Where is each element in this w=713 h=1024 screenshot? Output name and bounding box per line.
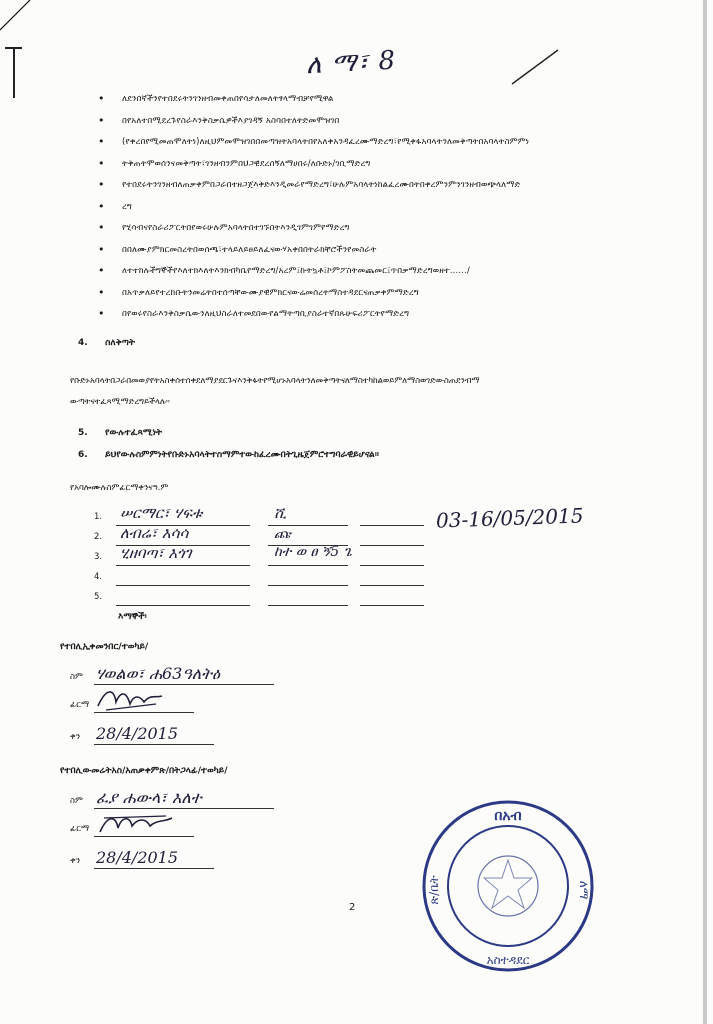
sign-line [268, 585, 348, 586]
witnesses-label: እማኞች፡ [118, 612, 147, 622]
list-item: • የሂሳብናየስራሪፖርትበየወሩሁሉምአባላትበተገኙበትእንዲገምገምየማድረግ [96, 217, 666, 239]
institution-name-field: ስም ፈያ ሐውላ፣ እለተ [70, 796, 96, 806]
responsibilities-list [96, 88, 666, 325]
section-4-paragraph: የቡድኑአባላትበጋራበመወያየትአስቀሰተሰቀደለማያደርጉናእንቅፋትየሚሆኑአባላትንለመቅጣትናለማስተካከልወይምለማስወገድውስጠደንብማ ውጣትናተፈጻሚማድረግይችላሉ። [70, 375, 480, 406]
section-5-heading: 5. የውሉተፈጻሚነት [78, 428, 163, 438]
member-row: 5. [70, 590, 430, 610]
list-item: • ረግ [96, 196, 666, 218]
list-item: • በአጥቃለይየተረከቡትንመሬትበተሰጣቸውሙያዊምክርናውሬመሰረትማስተዳደርናጠቃቀምማድረግ [96, 282, 666, 304]
member-signature: ከተ ወ ፀ ኝ5 ጌ [274, 544, 352, 560]
receiver-signature [96, 684, 166, 714]
date-line [360, 545, 424, 546]
section-4-heading: 4. ስለቅጣት [78, 338, 135, 348]
member-row: 4. [70, 570, 430, 590]
receiver-date: 28/4/2015 [96, 724, 179, 743]
member-row: 2. ለብሬ፣ እሳሳ ጩ [70, 530, 430, 550]
name-line [116, 565, 250, 566]
receiver-date-field: ቀን 28/4/2015 [70, 732, 96, 742]
date-line [360, 585, 424, 586]
list-item: • በየወሩየስራእንቅስቃሴውንለዚህስራለተመደበውየልማትጣቢያስራተኛበጹሁፍሪፖርትየማድረግ [96, 303, 666, 325]
receiver-name-field: ስም ሃወልወ፣ ሐ63ዓለትዕ [70, 672, 96, 682]
sign-line [268, 605, 348, 606]
list-item: • በበለሙያምክርመስረትበወሰጫ፣ተላይለይፀይለፈናውሃአቀበበትራክቸሮችንየመስራት [96, 239, 666, 261]
institution-date: 28/4/2015 [96, 848, 179, 867]
section-6-heading: 6. ይህየውሉስምምነትየቡድኑአባላትተስማምተውከፈረሙበትጊዜጀምሮተግባራዊይሆናል። [78, 450, 379, 460]
date-line [360, 525, 424, 526]
svg-text:ለማ: ለማ [577, 880, 591, 900]
svg-text:አስተዳደር: አስተዳደር [486, 953, 530, 967]
list-item: • የተበደሩትንገንዘብለጠቃቀምበጋራበተዘጋጀእቅድእንዲመራየማድረግ፣ሁሉምአባላትነከልፈረሙበትበቀረምንምንገንዘብወጭላለማድ [96, 174, 666, 196]
official-stamp [420, 798, 596, 974]
member-row: 3. ሂዘባጣ፣ እጎገ ከተ ወ ፀ ኝ5 ጌ [70, 550, 430, 570]
institution-title: የተበሊውመሬትአስ/አጠቃቀምጽ/በትጋላፊ/ተወካይ/ [60, 766, 228, 776]
institution-signature [96, 808, 176, 838]
svg-text:በአብ: በአብ [494, 808, 522, 824]
member-name: ሠርማር፣ ሃፍቱ [120, 504, 203, 522]
members-handwritten-date: 03-16/05/2015 [435, 503, 584, 533]
receiver-name: ሃወልወ፣ ሐ63ዓለትዕ [96, 664, 220, 683]
page-number: 2 [349, 902, 356, 913]
date-line [360, 565, 424, 566]
handwritten-top-note: ለ ማ፣ 8 [305, 45, 397, 81]
name-line [116, 585, 250, 586]
member-row: 1. ሠርማር፣ ሃፍቱ ሺ [70, 510, 430, 530]
name-line [116, 605, 250, 606]
member-signature: ጩ [274, 524, 291, 542]
members-label: የአባሎሙሉስምፊርማቀንናዓ.ም [70, 482, 169, 492]
svg-text:ጽ/ቤት: ጽ/ቤት [427, 875, 441, 905]
list-item: • በየአለተበሚደረጉየስራእንቅስቃሴዎችእያገዳኝ አስባበተለትድመሞዝገበ [96, 110, 666, 132]
list-item: • ለደንበኛችንየተበደሩትንገንዘብመቀጠበየሳታለመለትፃላማብቻየሚዋል [96, 88, 666, 110]
list-item: • ትቅጠትሞወሰንናመቅጣት፣ገንዘብንምበህጋዊደረሰኝለማሀበሩ/ለቡድኑ/ገቢማድረግ [96, 153, 666, 175]
member-name: ለብሬ፣ እሳሳ [120, 524, 189, 542]
member-signature: ሺ [274, 504, 287, 522]
receiver-title: የተበሊኢቀመንበር/ተወካይ/ [60, 642, 149, 652]
list-item: • (የቀረበየሚመጠሞለትነ)ለዚህምመሞዝገበበመጣዝትአባላትበየአለቀአንዳፈረሙማድረግ፣የሚቀፋአባላትንለመቅጣትበአባላትስምምነ [96, 131, 666, 153]
institution-name: ፈያ ሐውላ፣ እለተ [96, 788, 202, 807]
receiver-signature-field: ፊርማ [70, 700, 96, 710]
list-item: • ለተተከሉችግኞችየእለተክእለትእንክብካቤየማድረግ/አረም፤ኩትኳቶ፤ኮምፖስትመጨመር፤ጥበቃማድረግወዘተ....../ [96, 260, 666, 282]
member-name: ሂዘባጣ፣ እጎገ [120, 544, 192, 562]
date-line [360, 605, 424, 606]
institution-signature-field: ፊርማ [70, 824, 96, 834]
institution-date-field: ቀን 28/4/2015 [70, 856, 96, 866]
sign-line [268, 565, 348, 566]
